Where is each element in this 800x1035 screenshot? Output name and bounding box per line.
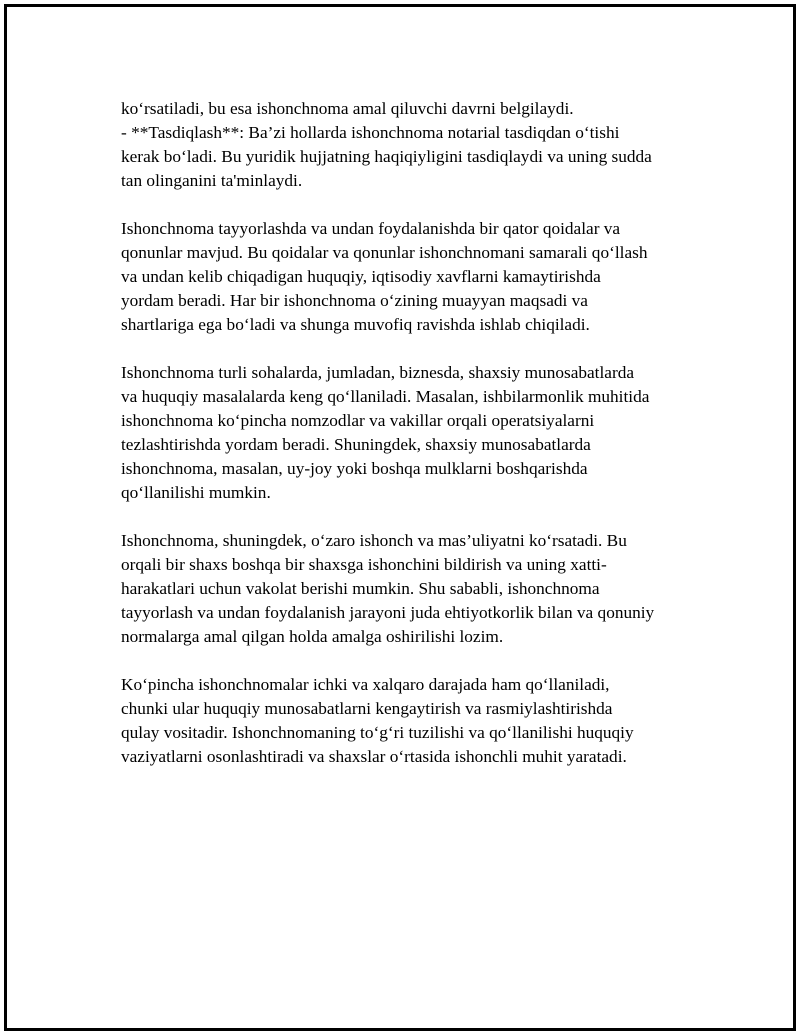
text-line: tezlashtirishda yordam beradi. Shuningdek, shaxsiy munosabatlarda [121, 435, 591, 454]
text-line: Ishonchnoma tayyorlashda va undan foydalanishda bir qator qoidalar va [121, 219, 621, 238]
document-body [121, 97, 701, 793]
text-line: shartlariga ega bo‘ladi va shunga muvofiq ravishda ishlab chiqiladi. [121, 315, 590, 334]
text-line: va undan kelib chiqadigan huquqiy, iqtisodiy xavflarni kamaytirishda [121, 267, 601, 286]
paragraph-validity-and-certification [121, 97, 701, 193]
text-line: Ko‘pincha ishonchnomalar ichki va xalqaro darajada ham qo‘llaniladi, [121, 675, 610, 694]
text-line: vaziyatlarni osonlashtiradi va shaxslar o‘rtasida ishonchli muhit yaratadi. [121, 747, 627, 766]
text-line: qonunlar mavjud. Bu qoidalar va qonunlar ishonchnomani samarali qo‘llash [121, 243, 648, 262]
text-line: va huquqiy masalalarda keng qo‘llaniladi. Masalan, ishbilarmonlik muhitida [121, 387, 650, 406]
text-line: - **Tasdiqlash**: Ba’zi hollarda ishonchnoma notarial tasdiqdan o‘tishi [121, 123, 620, 142]
paragraph-international-use [121, 673, 701, 769]
text-line: Ishonchnoma turli sohalarda, jumladan, biznesda, shaxsiy munosabatlarda [121, 363, 635, 382]
paragraph-mutual-trust [121, 529, 701, 649]
text-line: chunki ular huquqiy munosabatlarni kengaytirish va rasmiylashtirishda [121, 699, 613, 718]
text-line: qulay vositadir. Ishonchnomaning to‘g‘ri tuzilishi va qo‘llanilishi huquqiy [121, 723, 634, 742]
text-line: orqali bir shaxs boshqa bir shaxsga ishonchini bildirish va uning xatti- [121, 555, 607, 574]
text-line: tan olinganini ta'minlaydi. [121, 171, 303, 190]
text-line: harakatlari uchun vakolat berishi mumkin. Shu sababli, ishonchnoma [121, 579, 600, 598]
text-line: normalarga amal qilgan holda amalga oshirilishi lozim. [121, 627, 504, 646]
text-line: kerak bo‘ladi. Bu yuridik hujjatning haqiqiyligini tasdiqlaydi va uning sudda [121, 147, 652, 166]
text-line: yordam beradi. Har bir ishonchnoma o‘zining muayyan maqsadi va [121, 291, 588, 310]
text-line: ko‘rsatiladi, bu esa ishonchnoma amal qiluvchi davrni belgilaydi. [121, 99, 574, 118]
paragraph-areas-of-use [121, 361, 701, 505]
page-frame [4, 4, 796, 1031]
text-line: ishonchnoma ko‘pincha nomzodlar va vakillar orqali operatsiyalarni [121, 411, 595, 430]
text-line: qo‘llanilishi mumkin. [121, 483, 271, 502]
text-line: ishonchnoma, masalan, uy-joy yoki boshqa mulklarni boshqarishda [121, 459, 588, 478]
paragraph-rules-and-laws [121, 217, 701, 337]
text-line: tayyorlash va undan foydalanish jarayoni juda ehtiyotkorlik bilan va qonuniy [121, 603, 655, 622]
text-line: Ishonchnoma, shuningdek, o‘zaro ishonch va mas’uliyatni ko‘rsatadi. Bu [121, 531, 627, 550]
